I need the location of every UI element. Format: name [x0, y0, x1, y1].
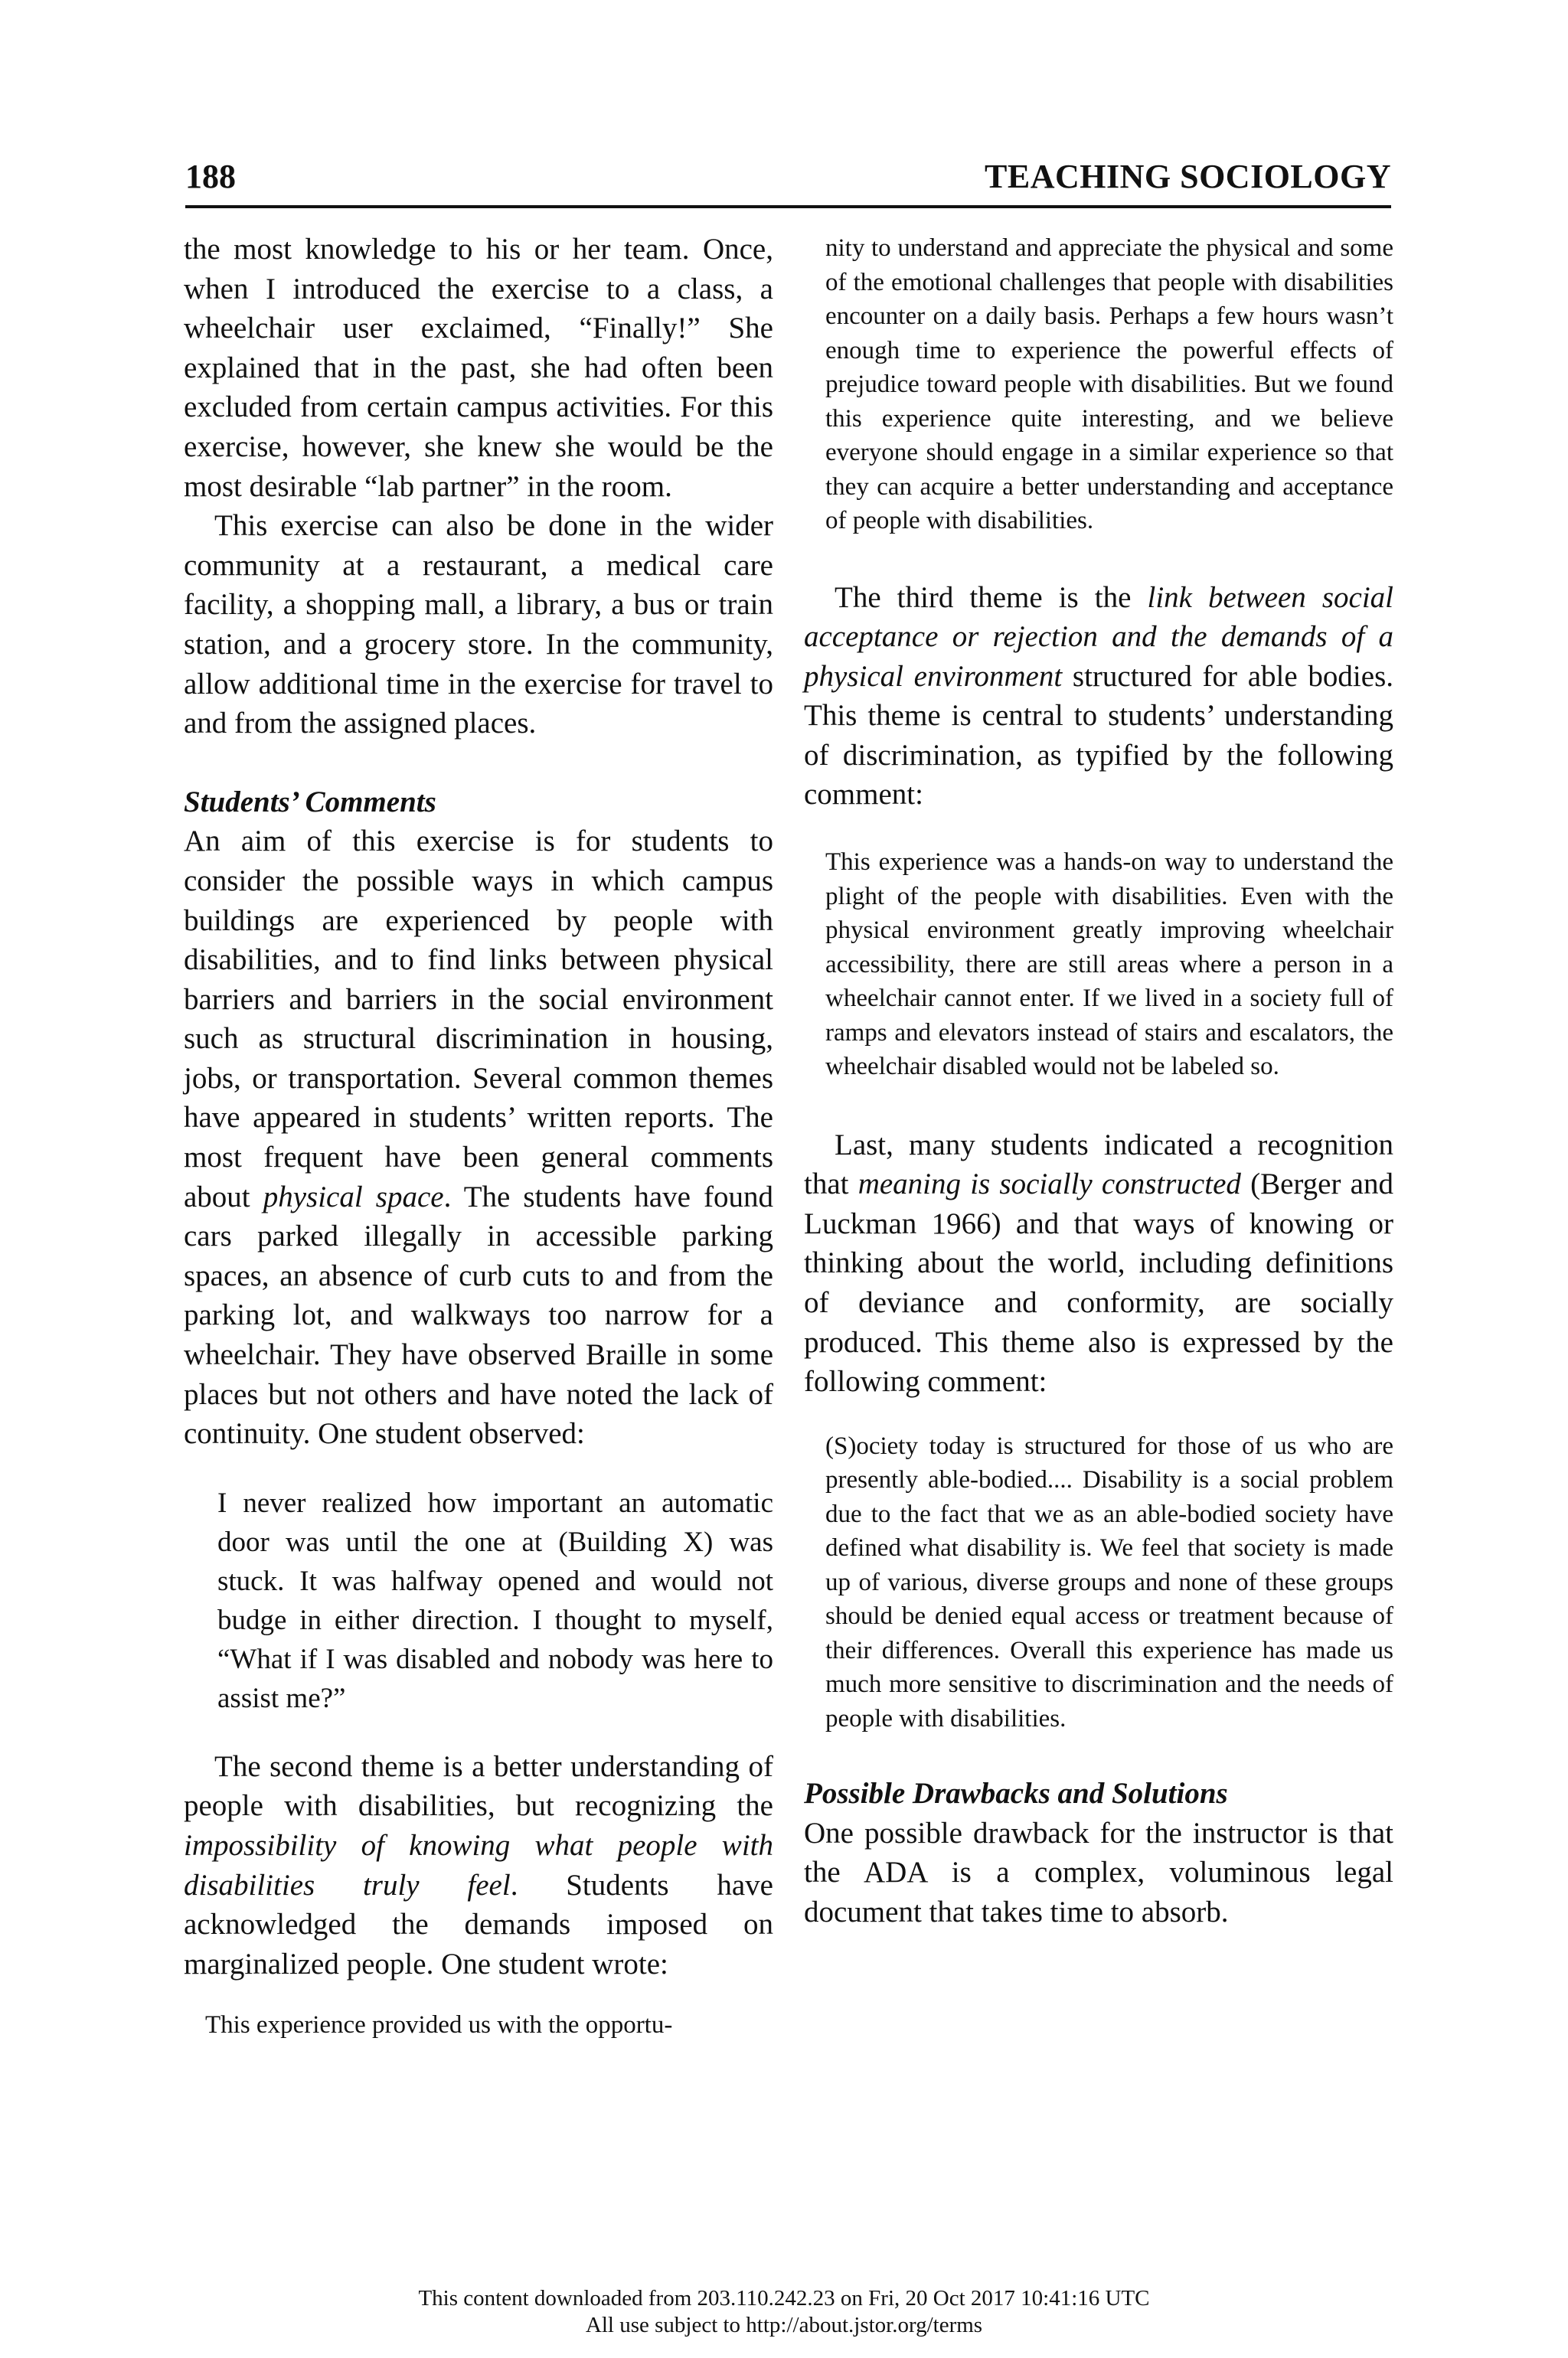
spacer [804, 815, 1393, 845]
spacer [184, 1718, 773, 1747]
block-quote-opportunity-continued: nity to understand and appreciate the physical and some of the emotional challenges that people with disabilities encounter on a daily basis. Perhaps a few hours wasn’t enough time to experience the powerful effects of prejudice toward people with disabilities. But we found this experience quite interesting, and we believe everyone should engage in a similar experience so that they can acquire a better understanding and acceptance of people with disabilities. [825, 234, 1393, 534]
text-run: (Berger and Luckman 1966) and that ways of knowing or thinking about the world, including definitions of deviance and conformity, are socially produced. This theme also is expressed by the following comment: [804, 1168, 1393, 1399]
text-run: . The students have found cars parked illegally in accessible parking spaces, an absence of curb cuts to and from the parking lot, and walkways too narrow for a wheelchair. They have observed Braille in some places but not others and have noted the lack of continuity. One student observed: [184, 1180, 774, 1451]
terms-notice: All use subject to http://about.jstor.org/terms [585, 2313, 983, 2337]
spacer [184, 743, 773, 782]
text-run: structured for able bodies. This theme is central to students’ understanding of discrimination, as typified by the following comment: [804, 659, 1393, 812]
spacer [184, 1454, 773, 1484]
paragraph-drawback-ada: One possible drawback for the instructor is that the ADA is a complex, voluminous legal document that takes time to absorb. [804, 1816, 1393, 1929]
paragraph-themes [184, 821, 773, 1454]
running-header [185, 157, 1391, 201]
paragraph-third-theme [804, 578, 1393, 815]
block-quote-automatic-door: I never realized how important an automatic door was until the one at (Building X) was stuck. It was halfway opened and would not budge in either direction. I thought to myself, “What if I was disabled and nobody was here to assist me?” [217, 1487, 773, 1714]
emphasis-link-social-acceptance: link between social acceptance or rejection and the demands of a physical environment [804, 580, 1393, 693]
section-heading-drawbacks: Possible Drawbacks and Solutions [804, 1777, 1228, 1811]
text-run: An aim of this exercise is for students to consider the possible ways in which campus buildings are experienced by people with disabilities, and to find links between physical barriers and barriers in the social environment such as structural discrimination in housing, jobs, or transportation. Several common themes have appeared in students’ written reports. The most frequent have been general comments about [184, 825, 773, 1213]
text-run: The second theme is a better understanding of people with disabilities, but recognizing the [184, 1749, 773, 1823]
paragraph-community: This exercise can also be done in the wider community at a restaurant, a medical care facility, a shopping mall, a library, a bus or train station, and a grocery store. In the community, allow additional time in the exercise for travel to and from the assigned places. [184, 509, 773, 740]
spacer [804, 1402, 1393, 1429]
spacer [184, 1984, 773, 2008]
text-run: The third theme is the [835, 580, 1148, 614]
left-column [184, 230, 773, 2043]
paragraph-second-theme [184, 1747, 773, 1984]
header-rule [185, 205, 1391, 208]
block-quote-opportunity-start: This experience provided us with the opportu- [205, 2011, 673, 2040]
download-notice: This content downloaded from 203.110.242.23 on Fri, 20 Oct 2017 10:41:16 UTC [418, 2286, 1150, 2311]
spacer [804, 1736, 1393, 1774]
spacer [804, 538, 1393, 578]
spacer [804, 1084, 1393, 1125]
journal-title: TEACHING SOCIOLOGY [985, 158, 1391, 195]
section-heading-students-comments: Students’ Comments [184, 785, 436, 818]
block-quote-hands-on: This experience was a hands-on way to understand the plight of the people with disabilities. Even with the physical environment greatly improving wheelchair accessibility, there are still areas where a person in a wheelchair cannot enter. If we lived in a society full of ramps and elevators instead of stairs and escalators, the wheelchair disabled would not be labeled so. [825, 848, 1393, 1081]
emphasis-impossibility: impossibility of knowing what people with disabilities truly feel [184, 1829, 773, 1902]
text-run: Last, many students indicated a recognition that [804, 1128, 1393, 1201]
paragraph-team-knowledge: the most knowledge to his or her team. Once, when I introduced the exercise to a class, a wheelchair user exclaimed, “Finally!” She explained that in the past, she had often been excluded from certain campus activities. For this exercise, however, she knew she would be the most desirable “lab partner” in the room. [184, 233, 773, 503]
page-number: 188 [185, 158, 236, 195]
emphasis-physical-space: physical space [263, 1180, 444, 1213]
emphasis-meaning-constructed: meaning is socially constructed [858, 1168, 1241, 1201]
paragraph-socially-constructed [804, 1125, 1393, 1402]
block-quote-society-structured: (S)ociety today is structured for those of us who are presently able-bodied.... Disability is a social problem due to the fact that we as an able-bodied society have defined what disability is. We feel that society is made up of various, diverse groups and none of these groups should be denied equal access or treatment because of their differences. Overall this experience has made us much more sensitive to discrimination and the needs of people with disabilities. [825, 1432, 1393, 1733]
text-run: . Students have acknowledged the demands imposed on marginalized people. One student wrote: [184, 1868, 773, 1981]
right-column [804, 230, 1393, 1932]
